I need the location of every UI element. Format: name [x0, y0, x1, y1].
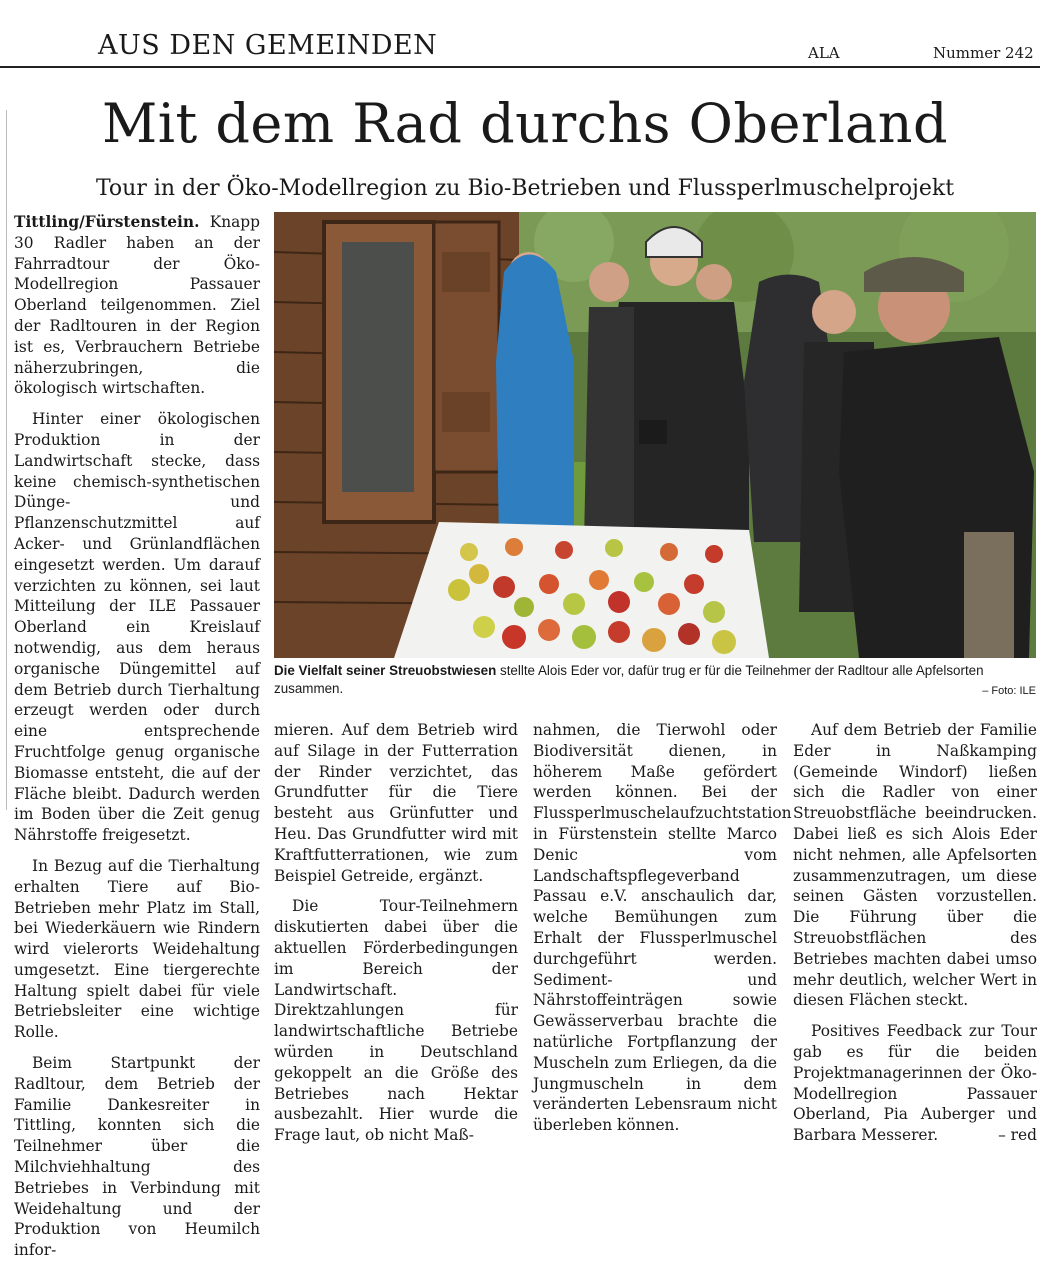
photo-caption: [274, 662, 1036, 698]
paragraph: Beim Startpunkt der Radltour, dem Betrieb der Familie Dankesreiter in Tittling, konnten sich die Teilnehmer über die Milchviehhaltung des Betriebes in Verbindung mit Weidehaltung und der Produktion von Heumilch infor-: [14, 1054, 260, 1260]
paragraph: [14, 212, 260, 399]
article-column-4: [793, 720, 1037, 1156]
paragraph-text: Knapp 30 Radler haben an der Fahrradtour der Öko-Modellregion Passauer Oberland teilgenommen. Ziel der Radltouren in der Region ist es, Verbrauchern Betriebe näherzubringen, die ökologisch wirtschaften.: [14, 213, 260, 398]
author-signature: – red: [998, 1126, 1037, 1145]
article-column-1: [14, 212, 260, 1271]
paragraph: Auf dem Betrieb der Familie Eder in Naßkamping (Gemeinde Windorf) ließen sich die Radler von einer Streuobstfläche beeindrucken. Dabei ließ es sich Alois Eder nicht nehmen, alle Apfelsorten zusammenzutragen, um diese seinen Gästen vorzustellen. Die Führung über die Streuobstflächen des Betriebes machten dabei umso mehr deutlich, welcher Wert in diesen Flächen steckt.: [793, 721, 1037, 1010]
issue-number: Nummer 242: [933, 44, 1034, 62]
article-column-2: [274, 720, 518, 1156]
left-margin-rule: [6, 110, 7, 810]
caption-text: stellte Alois Eder vor, dafür trug er für die Teilnehmer der Radltour alle Apfelsorten zusammen.: [274, 663, 984, 696]
paper-abbrev: ALA: [808, 44, 840, 62]
paragraph: Die Tour-Teilnehmern diskutierten dabei über die aktuellen Förderbedingungen im Bereich der Landwirtschaft. Direktzahlungen für landwirtschaftliche Betriebe würden in Deutschland gekoppelt an die Größe des Betriebes nach Hektar ausbezahlt. Hier wurde die Frage laut, ob nicht Maß-: [274, 897, 518, 1145]
header-rule: [0, 66, 1040, 68]
apple-tasting-photo: [274, 212, 1036, 658]
paragraph: In Bezug auf die Tierhaltung erhalten Tiere auf Bio-Betrieben mehr Platz im Stall, bei Wiederkäuern wie Rindern wird vielerorts Weidehaltung umgesetzt. Eine tiergerechte Haltung spielt dabei für viele Betriebsleiter eine wichtige Rolle.: [14, 856, 260, 1042]
subheadline: Tour in der Öko-Modellregion zu Bio-Betrieben und Flussperlmuschelprojekt: [95, 176, 955, 201]
headline: Mit dem Rad durchs Oberland: [101, 92, 949, 155]
article-photo: [274, 212, 1036, 658]
paragraph: mieren. Auf dem Betrieb wird auf Silage in der Futterration der Rinder verzichtet, das Grundfutter für die Tiere besteht aus Grünfutter und Heu. Das Grundfutter wird mit Kraftfutterrationen, wie zum Beispiel Getreide, ergänzt.: [274, 721, 518, 885]
paragraph: nahmen, die Tierwohl oder Biodiversität dienen, in höherem Maße gefördert werden können. Bei der Flussperlmuschelaufzuchtstation in Fürstenstein stellte Marco Denic vom Landschaftspflegeverband Passau e.V. anschaulich dar, welche Bemühungen zum Erhalt der Flussperlmuschel durchgeführt werden. Sediment- und Nährstoffeinträgen sowie Gewässerverbau brachte die natürliche Fortpflanzung der Muscheln zum Erliegen, da die Jungmuscheln in dem veränderten Lebensraum nicht überleben können.: [533, 721, 792, 1135]
dateline: Tittling/Fürstenstein.: [14, 213, 200, 231]
paragraph-text: Positives Feedback zur Tour gab es für die beiden Projektmanagerinnen der Öko-Modellregion Passauer Oberland, Pia Auberger und Barbara Messerer.: [793, 1022, 1037, 1145]
caption-lead: Die Vielfalt seiner Streuobstwiesen: [274, 663, 497, 678]
article-column-3: [533, 720, 792, 1146]
section-title: AUS DEN GEMEINDEN: [98, 30, 438, 61]
paragraph: [793, 1021, 1037, 1146]
photo-credit: – Foto: ILE: [982, 685, 1036, 697]
paragraph: Hinter einer ökologischen Produktion in der Landwirtschaft stecke, dass keine chemisch-synthetischen Dünge- und Pflanzenschutzmittel auf Acker- und Grünlandflächen eingesetzt werden. Um darauf verzichten zu können, sei laut Mitteilung der ILE Passauer Oberland ein Kreislauf notwendig, aus dem heraus organische Düngemittel auf dem Betrieb durch Tierhaltung erzeugt werden oder durch eine entsprechende Fruchtfolge genug organische Biomasse entsteht, die auf der Fläche bleibt. Dadurch werden im Boden über die Zeit genug Nährstoffe freigesetzt.: [14, 410, 260, 845]
